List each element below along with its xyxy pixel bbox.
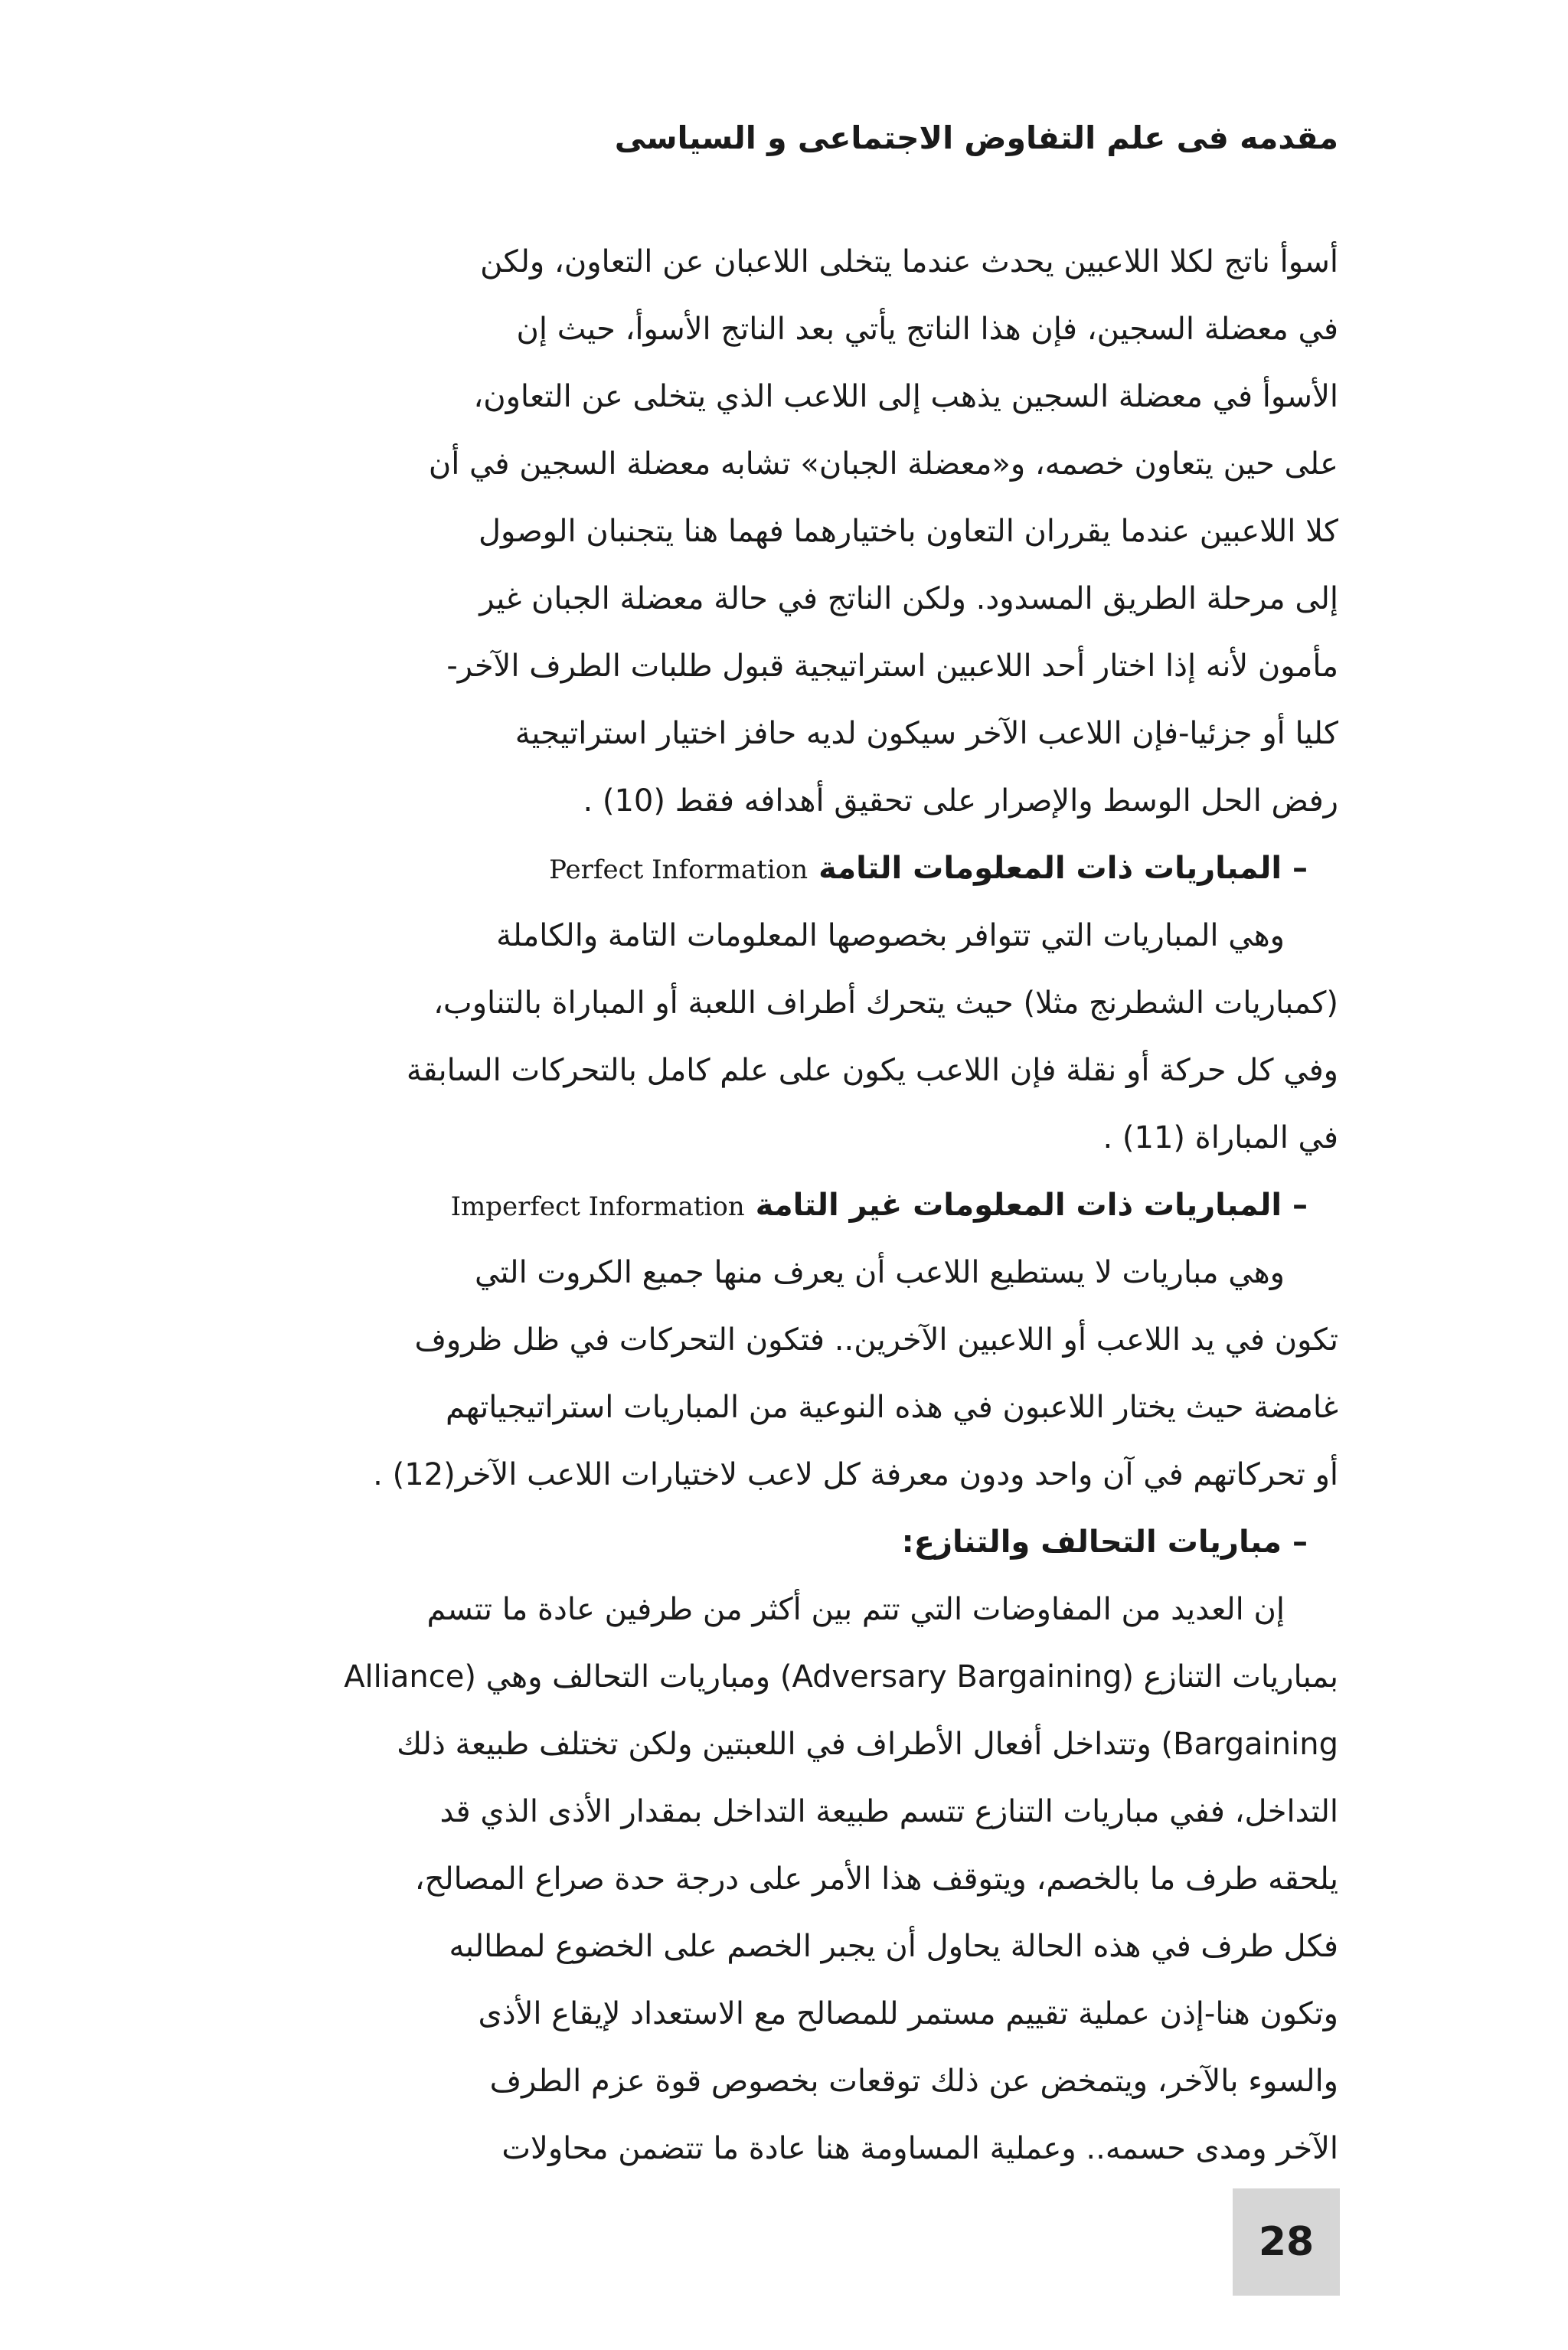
text-line: رفض الحل الوسط والإصرار على تحقيق أهدافه فقط (10) . [583, 783, 1338, 819]
text-line: في المباراة (11) . [1102, 1120, 1338, 1155]
text-line: على حين يتعاون خصمه، و«معضلة الجبان» تشابه معضلة السجين في أن [428, 446, 1338, 482]
page-number: 28 [1258, 2219, 1315, 2265]
section-heading-perfect-information [220, 835, 1338, 902]
running-head: مقدمه فى علم التفاوض الاجتماعى و السياسى [614, 119, 1338, 156]
text-line: إلى مرحلة الطريق المسدود. ولكن الناتج في حالة معضلة الجبان غير [479, 581, 1338, 616]
heading-latin: Perfect Information [549, 855, 808, 885]
text-line: بمباريات التنازع (Adversary Bargaining) ومباريات التحالف وهي (Alliance [344, 1659, 1338, 1695]
text-line: كليا أو جزئيا-فإن اللاعب الآخر سيكون لديه حافز اختيار استراتيجية [514, 716, 1338, 751]
text-line: الأسوأ في معضلة السجين يذهب إلى اللاعب الذي يتخلى عن التعاون، [473, 379, 1338, 414]
page-number-box [1233, 2188, 1340, 2296]
heading-arabic: – مباريات التحالف والتنازع: [901, 1525, 1308, 1560]
heading-latin: Imperfect Information [450, 1191, 745, 1222]
text-line: وتكون هنا-إذن عملية تقييم مستمر للمصالح مع الاستعداد لإيقاع الأذى [478, 1996, 1338, 2031]
text-line: وهي مباريات لا يستطيع اللاعب أن يعرف منها جميع الكروت التي [475, 1255, 1285, 1290]
text-line: الآخر ومدى حسمه.. وعملية المساومة هنا عادة ما تتضمن محاولات [501, 2131, 1338, 2166]
text-line: إن العديد من المفاوضات التي تتم بين أكثر من طرفين عادة ما تتسم [426, 1592, 1285, 1627]
section-heading-alliance-adversary [220, 1508, 1338, 1576]
text-line: أسوأ ناتج لكلا اللاعبين يحدث عندما يتخلى اللاعبان عن التعاون، ولكن [480, 244, 1338, 279]
text-line: Bargaining) وتتداخل أفعال الأطراف في اللعبتين ولكن تختلف طبيعة ذلك [397, 1727, 1338, 1762]
text-line: (كمباريات الشطرنج مثلا) حيث يتحرك أطراف اللعبة أو المباراة بالتناوب، [433, 985, 1338, 1021]
text-line: غامضة حيث يختار اللاعبون في هذه النوعية من المباريات استراتيجياتهم [446, 1390, 1338, 1425]
text-line: مأمون لأنه إذا اختار أحد اللاعبين استراتيجية قبول طلبات الطرف الآخر- [446, 649, 1338, 684]
body-text [220, 228, 1338, 2182]
heading-arabic: – المباريات ذات المعلومات غير التامة [755, 1188, 1308, 1223]
text-line: وفي كل حركة أو نقلة فإن اللاعب يكون على علم كامل بالتحركات السابقة [406, 1053, 1338, 1088]
text-line: كلا اللاعبين عندما يقرران التعاون باختيارهما فهما هنا يتجنبان الوصول [478, 514, 1338, 549]
text-line: تكون في يد اللاعب أو اللاعبين الآخرين.. فتكون التحركات في ظل ظروف [414, 1322, 1338, 1358]
text-line: وهي المباريات التي تتوافر بخصوصها المعلومات التامة والكاملة [496, 918, 1285, 953]
text-line: أو تحركاتهم في آن واحد ودون معرفة كل لاعب لاختيارات اللاعب الآخر(12) . [373, 1457, 1338, 1492]
heading-arabic: – المباريات ذات المعلومات التامة [818, 851, 1308, 886]
text-line: يلحقه طرف ما بالخصم، ويتوقف هذا الأمر على درجة حدة صراع المصالح، [414, 1861, 1338, 1897]
text-line: والسوء بالآخر، ويتمخض عن ذلك توقعات بخصوص قوة عزم الطرف [489, 2064, 1338, 2099]
text-line: في معضلة السجين، فإن هذا الناتج يأتي بعد الناتج الأسوأ، حيث إن [516, 312, 1338, 347]
section-heading-imperfect-information [220, 1172, 1338, 1239]
text-line: التداخل، ففي مباريات التنازع تتسم طبيعة التداخل بمقدار الأذى الذي قد [439, 1794, 1338, 1829]
text-line: فكل طرف في هذه الحالة يحاول أن يجبر الخصم على الخضوع لمطالبه [449, 1929, 1338, 1964]
